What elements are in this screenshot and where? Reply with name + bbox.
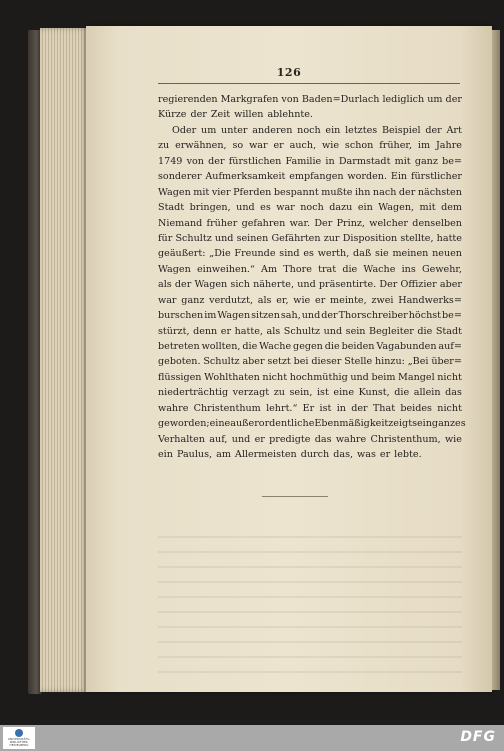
- word: fürstlichen: [228, 155, 282, 167]
- word: nicht: [262, 371, 288, 383]
- word: Thorschreiber: [338, 310, 408, 322]
- word: nächsten: [417, 186, 462, 198]
- word: Wache: [259, 341, 292, 352]
- dfg-logo[interactable]: DFG: [460, 729, 496, 745]
- word: noch: [300, 202, 324, 214]
- word: mit: [394, 155, 411, 167]
- word: verdutzt,: [209, 294, 253, 306]
- word: Handwerks=: [398, 294, 462, 306]
- word: für: [158, 232, 173, 244]
- word: der: [445, 94, 462, 105]
- text-line: [158, 308, 462, 323]
- word: als: [257, 294, 272, 306]
- word: beim: [371, 371, 396, 383]
- word: Markgrafen: [220, 94, 279, 105]
- text-line: [158, 262, 462, 277]
- word: eine: [209, 418, 231, 430]
- word: zu: [273, 387, 285, 399]
- header-rule: [158, 83, 460, 84]
- word: hatte: [436, 232, 462, 244]
- word: ins: [401, 263, 416, 275]
- word: im: [204, 310, 217, 322]
- word: war: [276, 202, 295, 214]
- text-line: [158, 401, 462, 416]
- word: als: [266, 325, 281, 337]
- word: lediglich: [382, 94, 425, 105]
- word: Schultz: [283, 325, 321, 337]
- word: Beispiel: [381, 124, 421, 136]
- word: Wache: [363, 263, 396, 275]
- word: Verhalten: [158, 433, 205, 445]
- word: wie: [293, 294, 311, 306]
- word: so: [232, 140, 244, 152]
- word: unter: [221, 124, 248, 136]
- word: geboten.: [158, 356, 201, 368]
- word: mit: [193, 186, 210, 198]
- text-line: [158, 92, 462, 107]
- word: außerordentliche: [230, 418, 315, 430]
- text-line: [158, 354, 462, 369]
- word: ganz: [414, 155, 438, 167]
- word: aber: [242, 356, 265, 368]
- text-line: [158, 185, 462, 200]
- word: in: [325, 155, 335, 167]
- word: der: [190, 109, 207, 121]
- text-line: [158, 432, 462, 447]
- word: Christenthum,: [370, 433, 441, 445]
- word: Darmstadt: [338, 155, 391, 167]
- word: mußte: [321, 186, 353, 198]
- word: sind: [279, 248, 300, 260]
- word: Schultz: [203, 356, 240, 368]
- word: meinte,: [330, 294, 367, 306]
- word: erwähnen,: [175, 140, 227, 152]
- word: ablehnte.: [267, 109, 313, 121]
- word: war: [158, 294, 177, 306]
- text-line: [158, 277, 462, 292]
- word: allein: [413, 387, 441, 399]
- word: einweihen.“: [196, 263, 255, 275]
- word: Am: [261, 263, 278, 275]
- word: daß: [353, 248, 372, 260]
- word: auch,: [289, 140, 317, 152]
- end-rule: [262, 496, 328, 497]
- word: er: [273, 140, 284, 152]
- word: Gewehr,: [421, 263, 462, 275]
- word: präsentirte.: [318, 279, 377, 291]
- word: er: [220, 325, 232, 337]
- show-through: [158, 526, 462, 676]
- word: anderen: [252, 124, 293, 136]
- word: der: [321, 310, 338, 322]
- word: sitzen: [251, 310, 280, 322]
- word: Disposition: [342, 232, 398, 244]
- text-line: [158, 200, 462, 215]
- word: Offizier: [400, 279, 437, 291]
- word: die: [342, 263, 358, 275]
- word: welcher: [369, 217, 409, 229]
- word: That: [372, 402, 396, 414]
- word: und: [323, 325, 343, 337]
- word: hochmüthig: [289, 371, 348, 383]
- word: Der: [379, 279, 398, 291]
- library-logo-icon: [15, 729, 23, 737]
- word: geäußert:: [158, 248, 206, 260]
- word: lebte.: [394, 449, 422, 461]
- word: Kunst,: [358, 387, 390, 399]
- word: Oder: [172, 124, 197, 136]
- page-edges: [40, 28, 88, 692]
- word: und: [350, 371, 369, 383]
- word: aber: [439, 279, 462, 291]
- word: geworden;: [158, 418, 210, 430]
- word: ganzes: [431, 418, 466, 430]
- viewer-footer: [0, 725, 504, 751]
- word: Wagen,: [378, 202, 415, 214]
- word: empfangen: [289, 171, 344, 183]
- word: wahre: [335, 433, 367, 445]
- word: Allermeisten: [234, 449, 297, 461]
- word: dazu: [329, 202, 353, 214]
- word: beiden: [341, 341, 375, 352]
- word: gefahren: [241, 217, 286, 229]
- word: sie: [375, 248, 389, 260]
- text-line: [158, 339, 462, 354]
- text-line: [158, 231, 462, 246]
- word: Wohlthaten: [204, 371, 260, 383]
- page-text: [158, 92, 466, 463]
- text-line: [158, 293, 462, 308]
- word: auf,: [209, 433, 228, 445]
- word: trat: [318, 263, 337, 275]
- word: Stadt: [435, 325, 462, 337]
- word: stellte,: [400, 232, 434, 244]
- word: Stadt: [158, 202, 185, 214]
- text-line: [158, 416, 466, 431]
- word: sein: [412, 418, 432, 430]
- word: es: [303, 248, 314, 260]
- word: Thore: [283, 263, 312, 275]
- word: bringen,: [189, 202, 231, 214]
- word: Christenthum: [193, 402, 261, 414]
- word: wie: [322, 140, 340, 152]
- word: er: [315, 294, 326, 306]
- word: regierenden: [158, 94, 218, 105]
- page-right-edge: [492, 30, 500, 690]
- word: Freunde: [234, 248, 276, 260]
- word: Kürze: [158, 109, 187, 121]
- word: Schultz: [175, 232, 212, 244]
- word: verzagt: [232, 387, 270, 399]
- word: über=: [431, 356, 462, 368]
- word: und: [236, 202, 255, 214]
- word: es: [260, 202, 271, 214]
- word: denselben: [412, 217, 462, 229]
- word: ist: [316, 387, 329, 399]
- word: Baden=Durlach: [301, 94, 380, 105]
- word: dem: [441, 202, 462, 214]
- word: das: [314, 433, 332, 445]
- word: neuen: [432, 248, 462, 260]
- word: auf=: [438, 341, 462, 352]
- text-line: [158, 385, 462, 400]
- word: Ein: [390, 171, 408, 183]
- word: im: [417, 140, 431, 152]
- word: Paulus,: [176, 449, 213, 461]
- word: vier: [211, 186, 231, 198]
- word: das: [445, 387, 462, 399]
- word: der: [425, 124, 442, 136]
- word: Art: [446, 124, 462, 136]
- word: mit: [419, 202, 436, 214]
- word: predigte: [269, 433, 311, 445]
- word: nicht: [437, 371, 462, 383]
- word: sich: [230, 279, 250, 291]
- word: früher: [206, 217, 238, 229]
- word: die: [394, 387, 410, 399]
- text-line: [158, 246, 462, 261]
- word: stürzt,: [158, 325, 190, 337]
- word: worden.: [347, 171, 388, 183]
- word: flüssigen: [158, 371, 202, 383]
- text-line: [158, 447, 462, 462]
- word: sah,: [280, 310, 301, 322]
- library-logo[interactable]: [3, 727, 35, 749]
- word: denn: [193, 325, 218, 337]
- word: meinen: [392, 248, 429, 260]
- word: nicht: [437, 402, 462, 414]
- word: die: [242, 341, 258, 352]
- word: seinen: [236, 232, 269, 244]
- word: näherte,: [253, 279, 295, 291]
- word: am: [216, 449, 231, 461]
- word: ein: [158, 449, 173, 461]
- word: zwei: [371, 294, 394, 306]
- word: Er: [302, 402, 315, 414]
- word: früher,: [379, 140, 412, 152]
- word: zeigt: [388, 418, 413, 430]
- word: Ebenmäßigkeit: [314, 418, 389, 430]
- word: was: [357, 449, 376, 461]
- word: Wagen: [217, 310, 251, 322]
- library-logo-text: UNIVERSITÄTS- BIBLIOTHEK HEIDELBERG: [7, 737, 31, 747]
- word: Zeit: [210, 109, 231, 121]
- word: werth,: [317, 248, 350, 260]
- word: Gefährten: [271, 232, 321, 244]
- word: in: [336, 402, 346, 414]
- word: die: [324, 341, 340, 352]
- word: lehrt.“: [266, 402, 298, 414]
- word: Familie: [285, 155, 322, 167]
- text-line: [158, 107, 462, 122]
- word: ihn: [354, 186, 371, 198]
- word: noch: [297, 124, 321, 136]
- word: Wagen: [194, 279, 228, 291]
- word: Stelle: [344, 356, 373, 368]
- word: und: [301, 310, 321, 322]
- word: wollten,: [201, 341, 241, 352]
- word: wie: [444, 433, 462, 445]
- word: Wagen: [158, 186, 191, 198]
- word: Begleiter: [369, 325, 414, 337]
- word: bei: [293, 356, 309, 368]
- word: willen: [234, 109, 264, 121]
- text-line: [158, 370, 462, 385]
- text-line: [158, 216, 462, 231]
- word: Wagen: [158, 263, 191, 275]
- word: als: [158, 279, 172, 291]
- word: letztes: [345, 124, 378, 136]
- word: Aufmerksamkeit: [205, 171, 286, 183]
- word: be=: [442, 310, 462, 322]
- word: burschen: [158, 310, 204, 322]
- word: ein: [325, 124, 341, 136]
- text-line: [158, 154, 462, 169]
- word: das,: [333, 449, 354, 461]
- word: Jahre: [435, 140, 462, 152]
- word: setzt: [267, 356, 291, 368]
- word: um: [427, 94, 443, 105]
- word: „Bei: [407, 356, 429, 368]
- word: sonderer: [158, 171, 202, 183]
- word: zur: [323, 232, 340, 244]
- word: Vagabunden: [376, 341, 437, 352]
- word: von: [186, 155, 204, 167]
- word: der: [398, 186, 416, 198]
- word: und: [214, 232, 234, 244]
- text-line: [158, 138, 462, 153]
- word: der: [208, 155, 225, 167]
- word: ganz: [181, 294, 205, 306]
- word: wahre: [158, 402, 189, 414]
- word: der: [351, 402, 368, 414]
- text-line: [158, 123, 462, 138]
- word: be=: [442, 155, 462, 167]
- word: bespannt: [273, 186, 319, 198]
- word: betreten: [158, 341, 200, 352]
- text-line: [158, 324, 462, 339]
- word: ein: [357, 202, 373, 214]
- word: war.: [289, 217, 311, 229]
- word: Pferden: [233, 186, 272, 198]
- text-line: [158, 169, 462, 184]
- word: Mangel: [398, 371, 435, 383]
- page-number: 126: [276, 66, 302, 79]
- word: „Die: [209, 248, 231, 260]
- word: gegen: [293, 341, 323, 352]
- word: dieser: [311, 356, 342, 368]
- word: er,: [276, 294, 289, 306]
- word: und: [297, 279, 316, 291]
- word: Niemand: [158, 217, 203, 229]
- word: von: [281, 94, 299, 105]
- word: niederträchtig: [158, 387, 229, 399]
- word: durch: [300, 449, 330, 461]
- word: Prinz,: [336, 217, 365, 229]
- word: sein: [345, 325, 366, 337]
- word: um: [201, 124, 217, 136]
- word: ist: [319, 402, 332, 414]
- word: eine: [333, 387, 354, 399]
- word: er: [379, 449, 391, 461]
- word: er: [254, 433, 265, 445]
- word: hinzu:: [374, 356, 405, 368]
- word: zu: [158, 140, 170, 152]
- word: hatte,: [234, 325, 263, 337]
- word: höchst: [408, 310, 442, 322]
- word: beides: [400, 402, 432, 414]
- word: die: [417, 325, 433, 337]
- word: der: [174, 279, 192, 291]
- word: schon: [344, 140, 374, 152]
- word: und: [231, 433, 251, 445]
- word: Der: [314, 217, 333, 229]
- word: nach: [372, 186, 397, 198]
- word: fürstlicher: [410, 171, 462, 183]
- word: 1749: [158, 155, 183, 167]
- word: war: [249, 140, 268, 152]
- word: sein,: [289, 387, 313, 399]
- book-page: [86, 26, 492, 692]
